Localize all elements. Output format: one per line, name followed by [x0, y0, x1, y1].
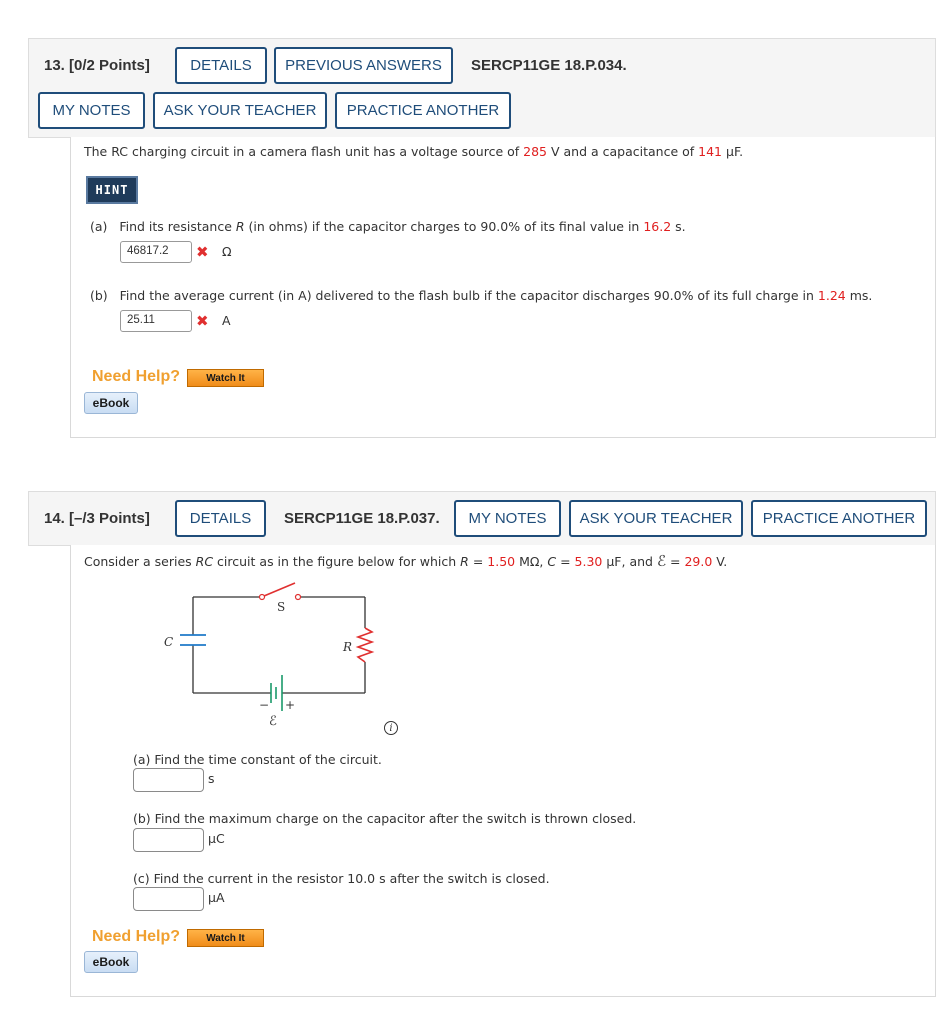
- q13-need-help-label: Need Help?: [92, 368, 181, 385]
- q13-ebook-button[interactable]: eBook: [84, 392, 138, 414]
- part-text: (in ohms) if the capacitor charges to 90.0% of its final value in: [244, 219, 644, 234]
- question-number: 14.: [44, 510, 65, 527]
- emf-symbol: ℰ: [656, 552, 667, 570]
- part-text: Find the average current (in A) delivered to the flash bulb if the capacitor discharges 90.0% of its full charge in: [119, 288, 818, 303]
- q13-part-b-answer-input[interactable]: 25.11: [120, 310, 192, 332]
- q14-part-a-input[interactable]: [133, 768, 204, 792]
- question-points: [0/2 Points]: [69, 57, 150, 74]
- q13-code: SERCP11GE 18.P.034.: [471, 57, 627, 74]
- voltage-value: 285: [523, 144, 548, 159]
- q13-part-a-answer-input[interactable]: 46817.2: [120, 241, 192, 263]
- q14-number-points: [44, 510, 150, 527]
- emf-value: 29.0: [684, 554, 713, 569]
- incorrect-x-icon: ✖: [196, 312, 209, 330]
- resistor-label: R: [343, 640, 353, 654]
- part-letter: (b): [90, 288, 108, 303]
- time-value: 1.24: [817, 288, 846, 303]
- q13-my-notes-button[interactable]: MY NOTES: [38, 92, 145, 129]
- q14-part-c-input[interactable]: [133, 887, 204, 911]
- equals: =: [556, 554, 575, 569]
- q13-part-a-text: [90, 219, 686, 234]
- q13-number-points: [44, 57, 150, 74]
- q14-need-help-label: Need Help?: [92, 928, 181, 945]
- c-var: C: [547, 554, 557, 569]
- incorrect-x-icon: ✖: [196, 243, 209, 261]
- minus-label: −: [259, 698, 270, 712]
- resistance-var: R: [235, 219, 245, 234]
- resistor-symbol: [358, 628, 372, 662]
- part-text: ms.: [845, 288, 873, 303]
- part-text: Find its resistance: [119, 219, 236, 234]
- part-text: s.: [671, 219, 686, 234]
- prompt-text: V and a capacitance of: [547, 144, 699, 159]
- question-number: 13.: [44, 57, 65, 74]
- q14-ask-teacher-button[interactable]: ASK YOUR TEACHER: [569, 500, 743, 537]
- q14-prompt: [84, 552, 727, 570]
- r-value: 1.50: [487, 554, 516, 569]
- q13-part-b-text: [90, 288, 872, 303]
- prompt-text: circuit as in the figure below for which: [213, 554, 461, 569]
- equals: =: [666, 554, 685, 569]
- prompt-text: Consider a series: [84, 554, 196, 569]
- prompt-text: μF.: [722, 144, 744, 159]
- switch-symbol: [260, 583, 301, 600]
- q14-part-c-unit: μA: [208, 890, 225, 905]
- q14-code: SERCP11GE 18.P.037.: [284, 510, 440, 527]
- q14-practice-another-button[interactable]: PRACTICE ANOTHER: [751, 500, 927, 537]
- q14-part-b-input[interactable]: [133, 828, 204, 852]
- q13-part-a-unit: Ω: [222, 244, 232, 259]
- r-unit: MΩ,: [515, 554, 548, 569]
- q13-practice-another-button[interactable]: PRACTICE ANOTHER: [335, 92, 511, 129]
- q14-part-c-text: (c) Find the current in the resistor 10.0 s after the switch is closed.: [133, 871, 550, 886]
- switch-label: S: [277, 600, 286, 614]
- q13-part-b-unit: A: [222, 313, 231, 328]
- q14-part-b-unit: μC: [208, 831, 225, 846]
- q14-part-a-text: (a) Find the time constant of the circuit.: [133, 752, 382, 767]
- capacitor-label: C: [164, 635, 174, 649]
- c-value: 5.30: [574, 554, 603, 569]
- plus-label: +: [285, 698, 296, 712]
- capacitor-symbol: [180, 635, 206, 645]
- emf-unit: V.: [712, 554, 728, 569]
- q14-part-a-unit: s: [208, 771, 215, 786]
- emf-label: ℰ: [269, 714, 277, 729]
- q13-prompt: [84, 144, 743, 159]
- q14-watch-it-button[interactable]: Watch It: [187, 929, 264, 947]
- q13-ask-teacher-button[interactable]: ASK YOUR TEACHER: [153, 92, 327, 129]
- q14-part-b-text: (b) Find the maximum charge on the capacitor after the switch is thrown closed.: [133, 811, 637, 826]
- q14-ebook-button[interactable]: eBook: [84, 951, 138, 973]
- time-value: 16.2: [643, 219, 672, 234]
- capacitance-value: 141: [698, 144, 723, 159]
- rc-circuit-diagram: [150, 575, 390, 735]
- info-icon[interactable]: i: [384, 721, 398, 735]
- rc-var: RC: [195, 554, 214, 569]
- c-unit: μF, and: [602, 554, 657, 569]
- q13-hint-button[interactable]: HINT: [86, 176, 138, 204]
- battery-symbol: [271, 675, 282, 711]
- q13-details-button[interactable]: DETAILS: [175, 47, 267, 84]
- prompt-text: The RC charging circuit in a camera flash unit has a voltage source of: [84, 144, 524, 159]
- q14-details-button[interactable]: DETAILS: [175, 500, 266, 537]
- q13-previous-answers-button[interactable]: PREVIOUS ANSWERS: [274, 47, 453, 84]
- q13-watch-it-button[interactable]: Watch It: [187, 369, 264, 387]
- part-letter: (a): [90, 219, 108, 234]
- q14-my-notes-button[interactable]: MY NOTES: [454, 500, 561, 537]
- equals: =: [468, 554, 488, 569]
- question-points: [–/3 Points]: [69, 510, 150, 527]
- r-var: R: [460, 554, 469, 569]
